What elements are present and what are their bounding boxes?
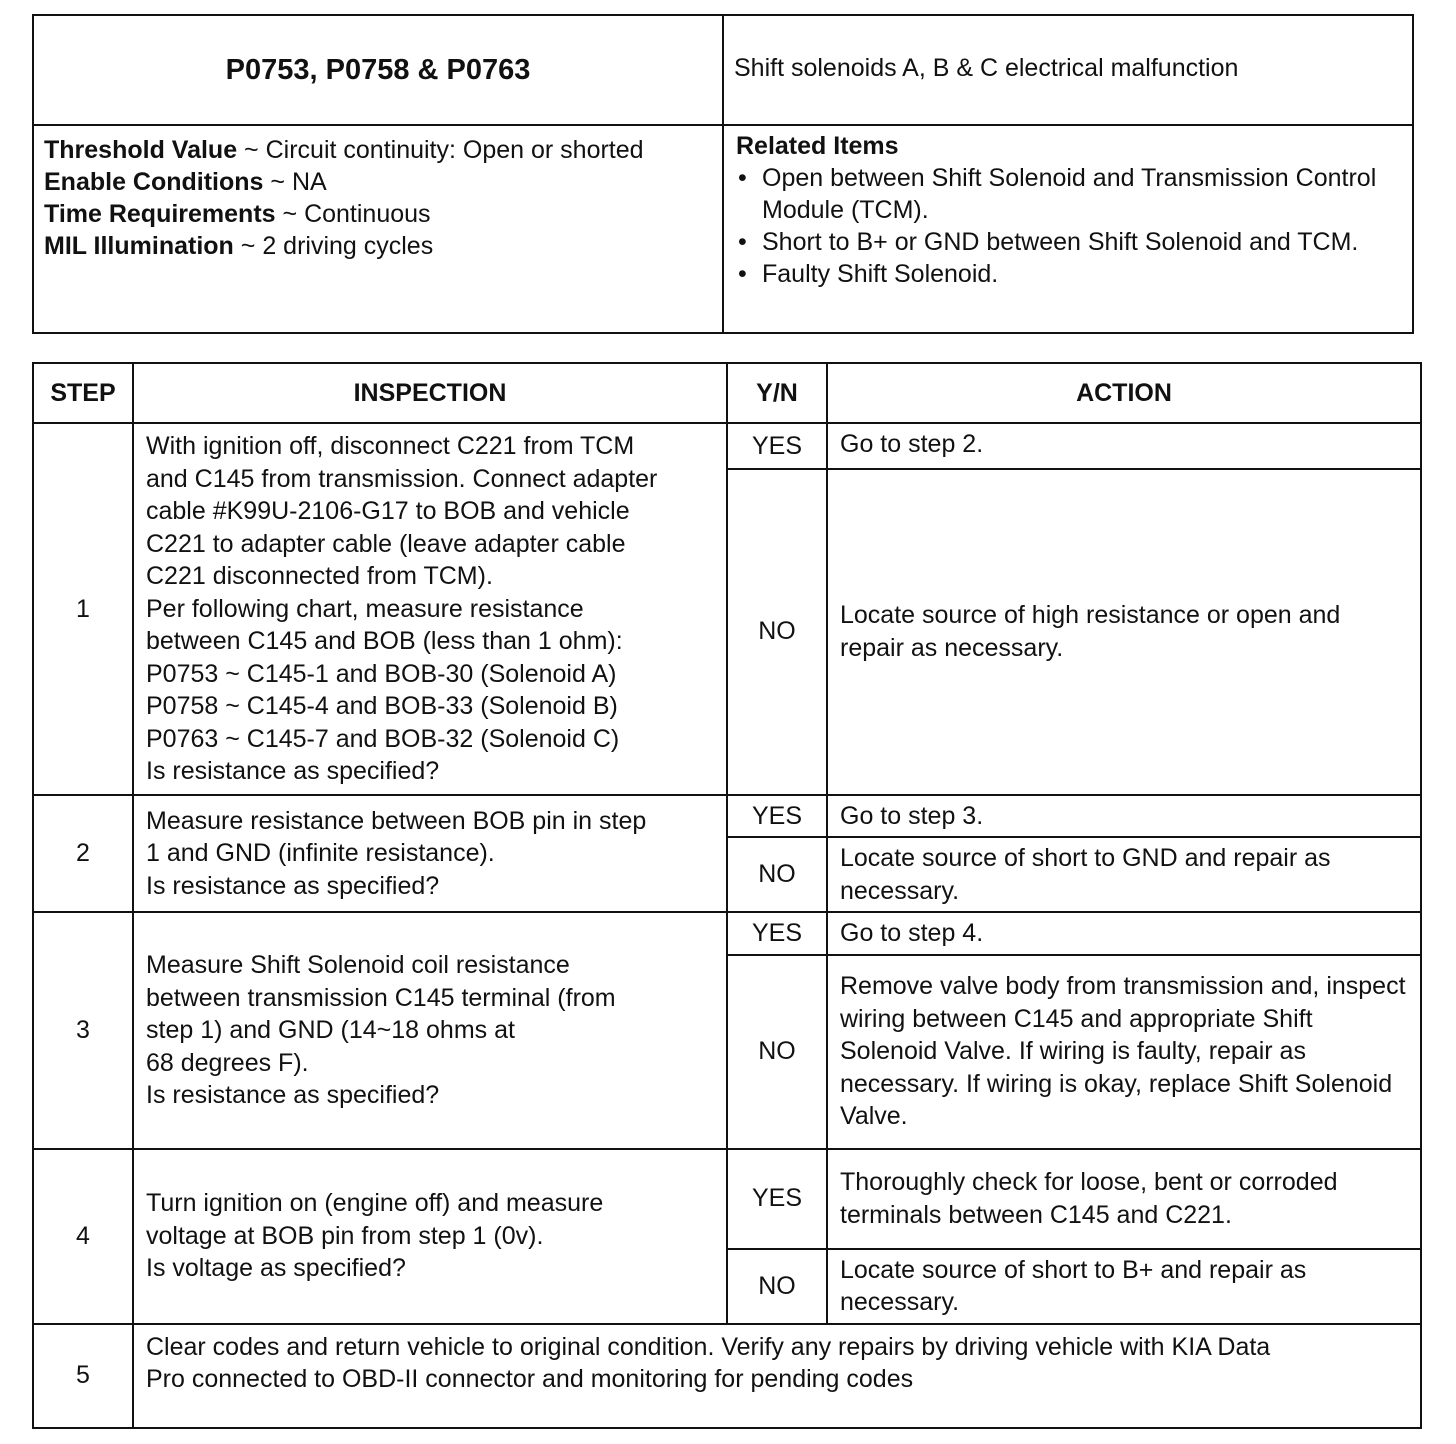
step-number: 2 bbox=[33, 795, 133, 913]
column-header-inspection: INSPECTION bbox=[133, 363, 727, 423]
step-inspection: Clear codes and return vehicle to original condition. Verify any repairs by driving vehicle with KIA Data Pro connected to OBD-II connector and monitoring for pending codes bbox=[133, 1324, 1421, 1428]
no-action: Locate source of short to B+ and repair as necessary. bbox=[827, 1249, 1421, 1324]
step-number: 4 bbox=[33, 1149, 133, 1324]
step-inspection: With ignition off, disconnect C221 from TCM and C145 from transmission. Connect adapter cable #K99U-2106-G17 to BOB and vehicle C221 to adapter cable (leave adapter cable C221 disconnected from TCM). Per following chart, measure resistance between C145 and BOB (less than 1 ohm): P0753 ~ C145-1 and BOB-30 (Solenoid A) P0758 ~ C145-4 and BOB-33 (Solenoid B) P0763 ~ C145-7 and BOB-32 (Solenoid C) Is resistance as specified? bbox=[133, 423, 727, 795]
related-item: • Open between Shift Solenoid and Transmission Control Module (TCM). bbox=[736, 162, 1400, 226]
condition-time: Time Requirements ~ Continuous bbox=[44, 200, 431, 228]
table-row bbox=[33, 1149, 1421, 1249]
table-row bbox=[33, 423, 1421, 469]
related-items-list bbox=[736, 162, 1400, 290]
yes-action: Go to step 4. bbox=[827, 912, 1421, 955]
column-header-action: ACTION bbox=[827, 363, 1421, 423]
yes-label: YES bbox=[727, 912, 827, 955]
dtc-codes: P0753, P0758 & P0763 bbox=[33, 15, 723, 125]
step-number: 1 bbox=[33, 423, 133, 795]
related-items-title: Related Items bbox=[736, 132, 899, 160]
column-header-step: STEP bbox=[33, 363, 133, 423]
yes-action: Go to step 2. bbox=[827, 423, 1421, 469]
no-label: NO bbox=[727, 837, 827, 912]
steps-table bbox=[32, 362, 1422, 1429]
table-row bbox=[33, 1324, 1421, 1428]
step-inspection: Measure Shift Solenoid coil resistance between transmission C145 terminal (from step 1) and GND (14~18 ohms at 68 degrees F). Is resistance as specified? bbox=[133, 912, 727, 1149]
no-label: NO bbox=[727, 469, 827, 795]
no-action: Locate source of short to GND and repair as necessary. bbox=[827, 837, 1421, 912]
condition-threshold: Threshold Value ~ Circuit continuity: Open or shorted bbox=[44, 136, 644, 164]
step-inspection: Turn ignition on (engine off) and measure voltage at BOB pin from step 1 (0v). Is voltage as specified? bbox=[133, 1149, 727, 1324]
condition-mil: MIL Illumination ~ 2 driving cycles bbox=[44, 232, 434, 260]
related-items-cell bbox=[723, 125, 1413, 333]
yes-label: YES bbox=[727, 1149, 827, 1249]
related-item: • Short to B+ or GND between Shift Solenoid and TCM. bbox=[736, 226, 1400, 258]
no-action: Remove valve body from transmission and, inspect wiring between C145 and appropriate Shift Solenoid Valve. If wiring is faulty, repair as necessary. If wiring is okay, replace Shift Solenoid Valve. bbox=[827, 955, 1421, 1149]
no-label: NO bbox=[727, 1249, 827, 1324]
table-row bbox=[33, 912, 1421, 955]
dtc-header-table bbox=[32, 14, 1414, 334]
yes-label: YES bbox=[727, 795, 827, 838]
step-inspection: Measure resistance between BOB pin in step 1 and GND (infinite resistance). Is resistance as specified? bbox=[133, 795, 727, 913]
column-header-yn: Y/N bbox=[727, 363, 827, 423]
yes-action: Go to step 3. bbox=[827, 795, 1421, 838]
related-item: • Faulty Shift Solenoid. bbox=[736, 258, 1400, 290]
table-header-row bbox=[33, 363, 1421, 423]
conditions-cell bbox=[33, 125, 723, 333]
yes-label: YES bbox=[727, 423, 827, 469]
step-number: 5 bbox=[33, 1324, 133, 1428]
no-label: NO bbox=[727, 955, 827, 1149]
yes-action: Thoroughly check for loose, bent or corroded terminals between C145 and C221. bbox=[827, 1149, 1421, 1249]
condition-enable: Enable Conditions ~ NA bbox=[44, 168, 327, 196]
no-action: Locate source of high resistance or open and repair as necessary. bbox=[827, 469, 1421, 795]
dtc-description: Shift solenoids A, B & C electrical malfunction bbox=[723, 15, 1413, 125]
table-row bbox=[33, 795, 1421, 838]
step-number: 3 bbox=[33, 912, 133, 1149]
